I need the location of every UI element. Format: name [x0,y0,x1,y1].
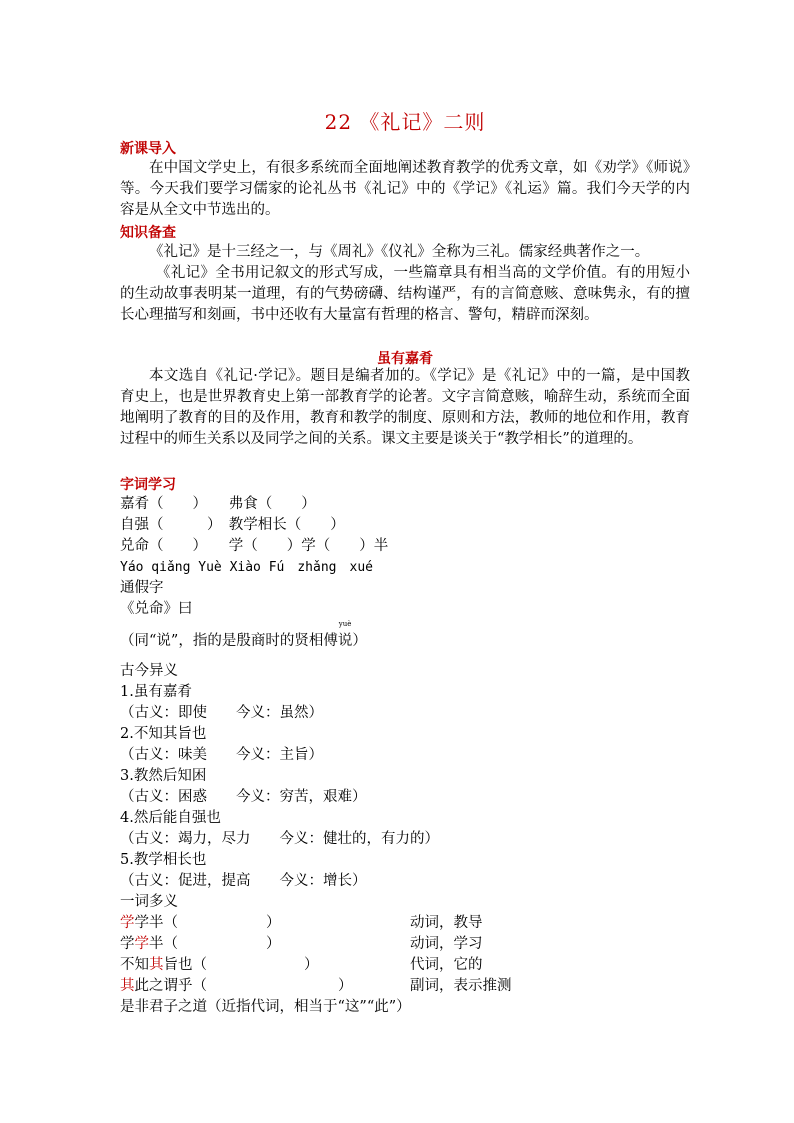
ruby-char: yuè 说 [337,620,353,649]
gujin-phrase-3: 3.教然后知困 [120,768,207,784]
gujin-note-2: （古义：味美 今义：主旨） [120,747,323,763]
heading-knowledge: 知识备查 [120,225,176,241]
knowledge-paragraph-1: 《礼记》是十三经之一，与《周礼》《仪礼》全称为三礼。儒家经典著作之一。 [149,244,650,260]
tongjia-note: （同“说”，指的是殷商时的贤相傅 yuè 说） [120,620,367,649]
yici-row-4-close: ） [338,978,353,994]
intro-paragraph: 在中国文学史上，有很多系统而全面地阐述教育教学的优秀文章，如《劝学》《师说》等。今天我们要学习儒家的论礼丛书《礼记》中的《学记》《礼运》篇。我们今天学的内容是从全文中节选出的。 [120,160,690,218]
heading-words: 字词学习 [120,477,176,493]
gujin-phrase-2: 2.不知其旨也 [120,726,207,742]
knowledge-paragraph-2: 《礼记》全书用记叙文的形式写成，一些篇章具有相当高的文学价值。有的用短小的生动故事表明某一道理，有的气势磅礴、结构谨严，有的言简意赅、意味隽永，有的擅长心理描写和刻画，书中还收有大量富有哲理的格言、警句，精辟而深刻。 [120,265,690,323]
yici-row-4-meaning: 副词，表示推测 [410,978,512,994]
words-row-3: 兑命（ ） 学（ ）学（ ）半 [120,538,389,554]
tongjia-item: 《兑命》曰 [120,601,193,617]
yici-last: 是非君子之道（近指代词，相当于“这”“此”） [120,999,411,1015]
yici-row-3: 不知其旨也（ [120,957,207,973]
yici-label: 一词多义 [120,894,178,910]
yici-row-2-close: ） [266,936,281,952]
page-title: 22 《礼记》二则 [324,110,486,134]
yici-row-1: 学学半（ [120,915,178,931]
gujin-phrase-4: 4.然后能自强也 [120,810,221,826]
pinyin-row: Yáo qiǎng Yuè Xiào Fú zhǎng xué [120,560,373,575]
gujin-note-5: （古义：促进，提高 今义：增长） [120,873,367,889]
yici-row-3-meaning: 代词，它的 [410,957,483,973]
gujin-note-4: （古义：竭力，尽力 今义：健壮的，有力的） [120,831,439,847]
gujin-note-3: （古义：困惑 今义：穷苦，艰难） [120,789,367,805]
heading-section: 虽有嘉肴 [377,351,433,367]
heading-intro: 新课导入 [120,141,176,157]
words-row-2: 自强（ ） 教学相长（ ） [120,517,345,533]
gujin-note-1: （古义：即使 今义：虽然） [120,705,323,721]
yici-row-1-close: ） [266,915,281,931]
yici-row-3-close: ） [304,957,319,973]
gujin-phrase-5: 5.教学相长也 [120,852,207,868]
words-row-1: 嘉肴（ ） 弗食（ ） [120,496,316,512]
yici-row-2: 学学半（ [120,936,178,952]
section-paragraph: 本文选自《礼记·学记》。题目是编者加的。《学记》是《礼记》中的一篇，是中国教育史上，也是世界教育史上第一部教育学的论著。文字言简意赅，喻辞生动，系统而全面地阐明了教育的目的及作用，教育和教学的制度、原则和方法，教师的地位和作用，教育过程中的师生关系以及同学之间的关系。课文主要是谈关于“教学相长”的道理的。 [120,368,690,447]
yici-row-1-meaning: 动词，教导 [410,915,483,931]
gujin-label: 古今异义 [120,663,178,679]
gujin-phrase-1: 1.虽有嘉肴 [120,684,192,700]
yici-row-2-meaning: 动词，学习 [410,936,483,952]
yici-row-4: 其此之谓乎（ [120,978,207,994]
tongjia-label: 通假字 [120,580,164,596]
